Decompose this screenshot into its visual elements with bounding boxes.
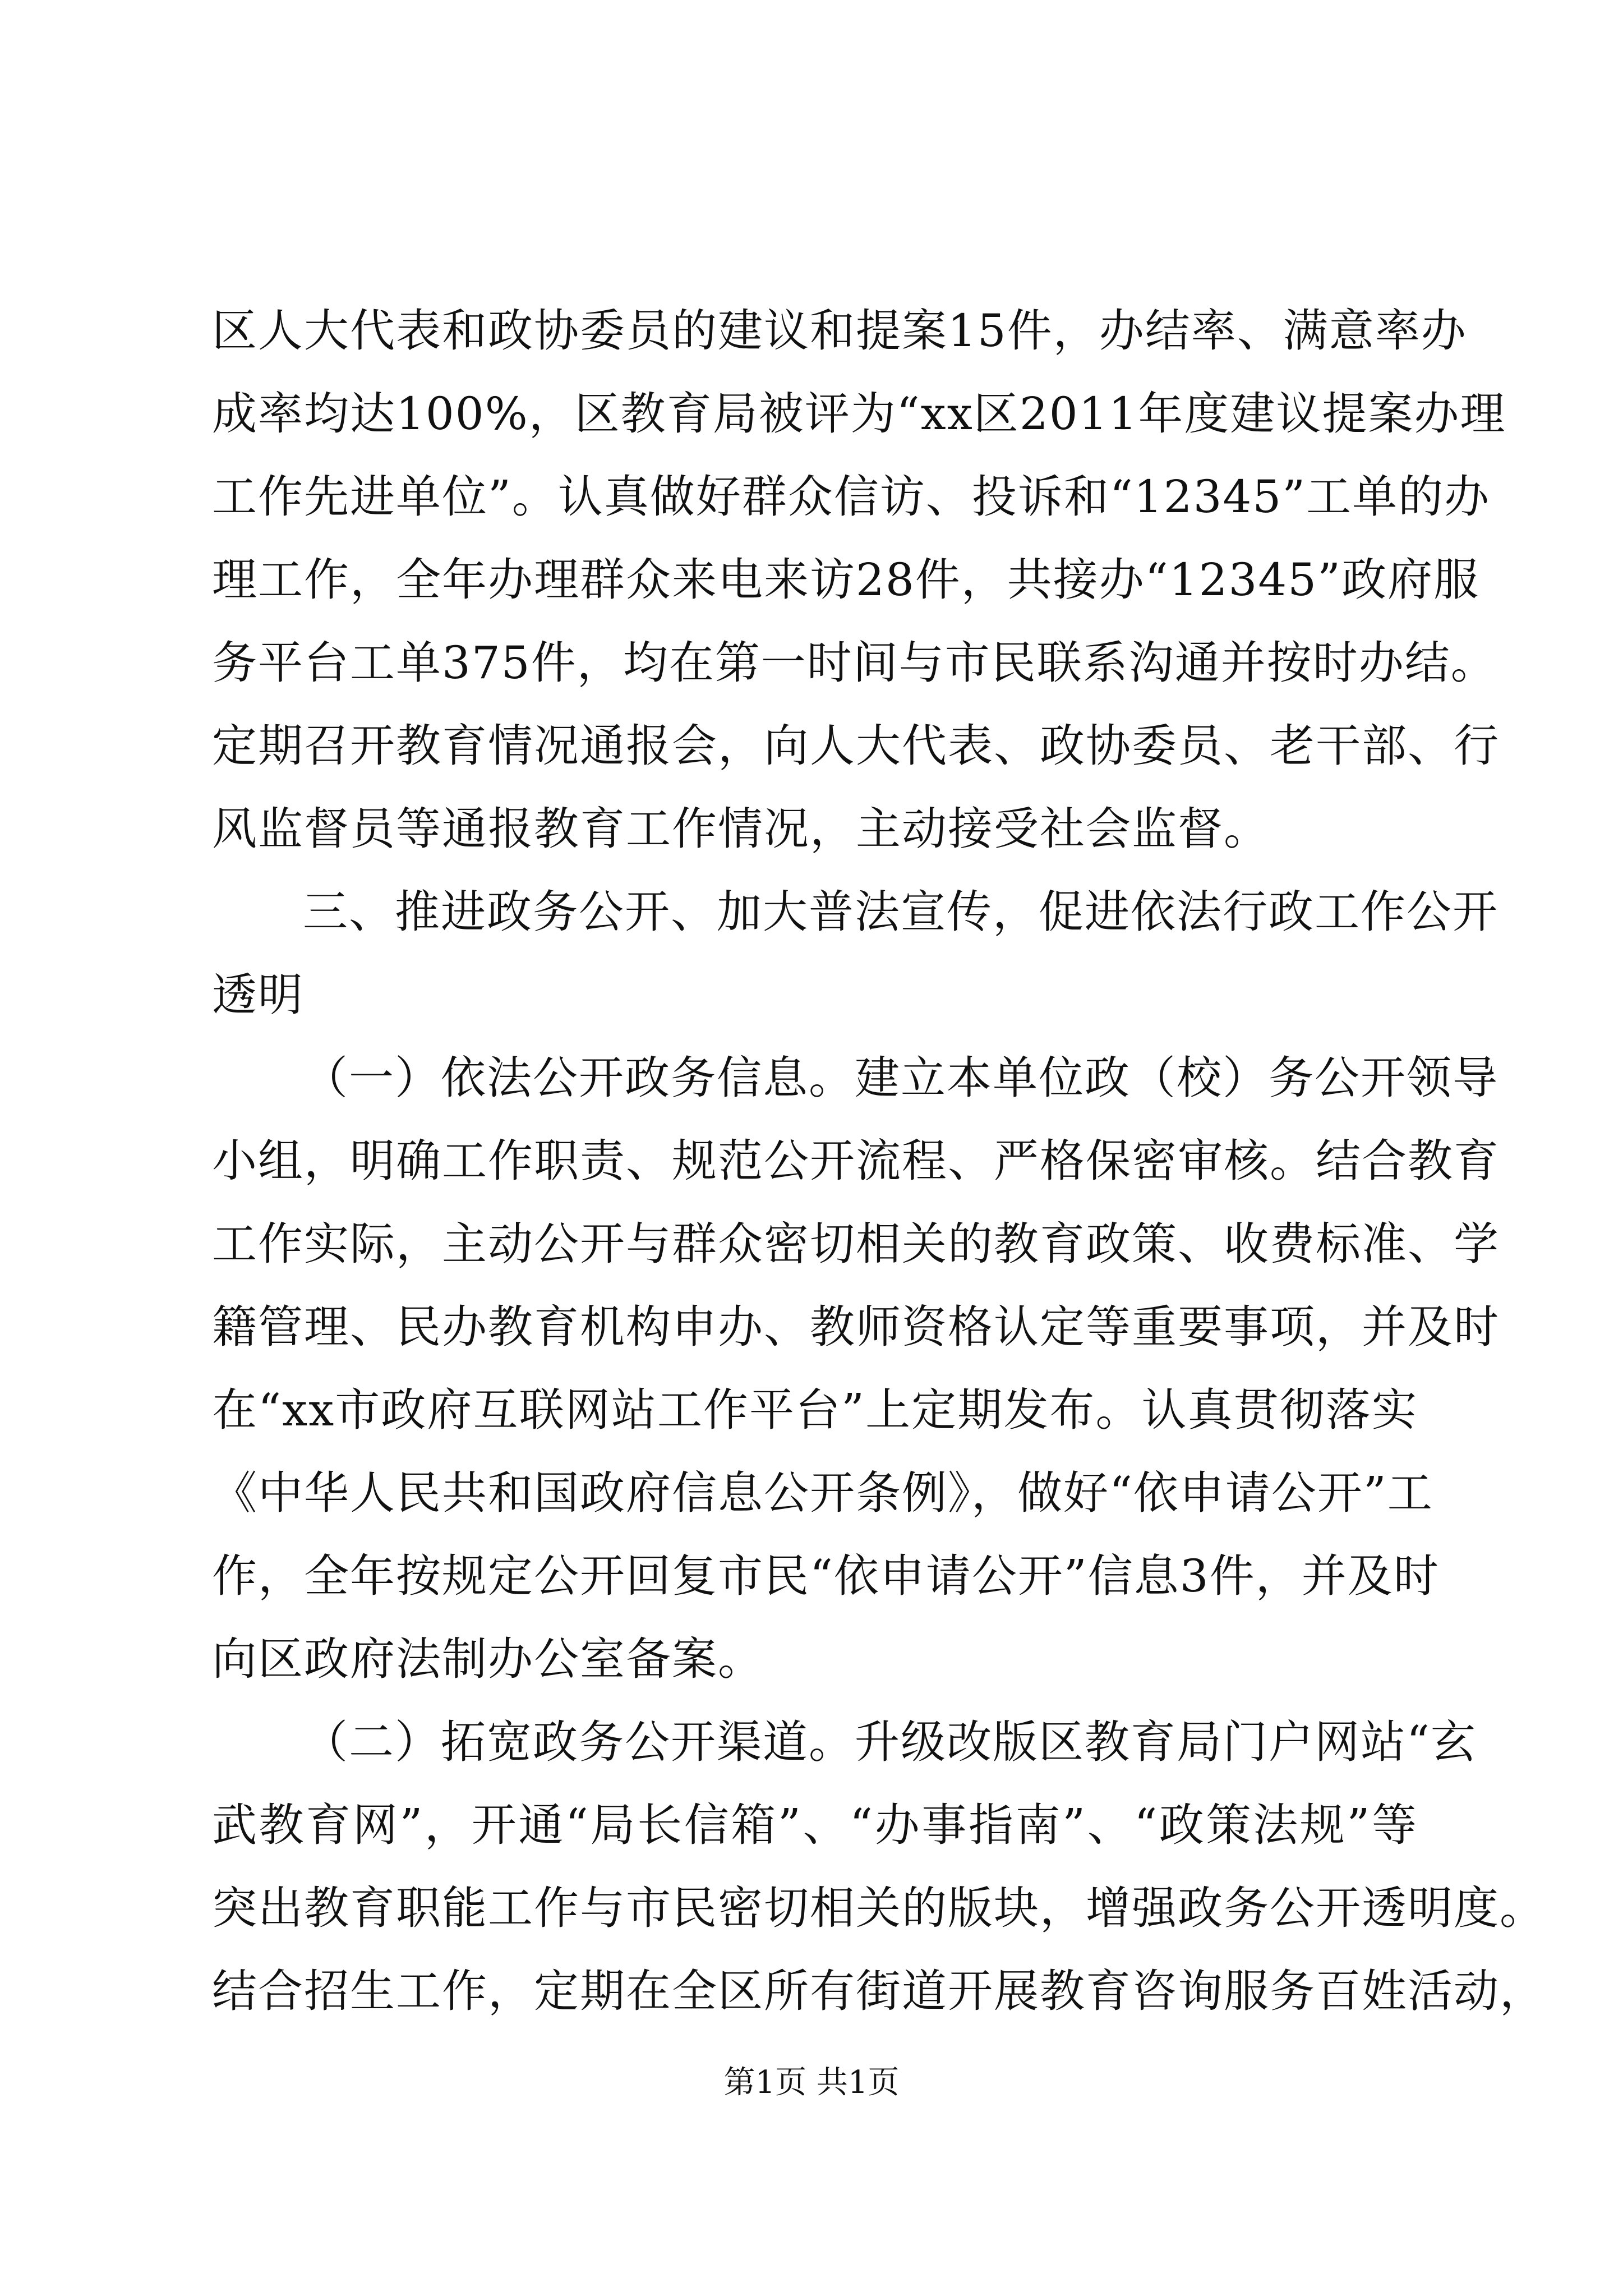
text-line: 成率均达100%，区教育局被评为“xx区2011年度建议提案办理: [212, 388, 1506, 440]
text-line: （二）拓宽政务公开渠道。升级改版区教育局门户网站“玄: [303, 1716, 1477, 1768]
text-line: 武教育网”，开通“局长信箱”、“办事指南”、“政策法规”等: [212, 1799, 1418, 1851]
text-line: 工作实际，主动公开与群众密切相关的教育政策、收费标准、学: [212, 1218, 1500, 1270]
text-line: 风监督员等通报教育工作情况，主动接受社会监督。: [212, 803, 1270, 855]
page-number-footer: 第1页 共1页: [723, 2064, 900, 2101]
section-heading: 透明: [212, 969, 304, 1021]
text-line: 工作先进单位”。认真做好群众信访、投诉和“12345”工单的办: [212, 471, 1491, 523]
text-line: 结合招生工作，定期在全区所有街道开展教育咨询服务百姓活动，: [212, 1965, 1546, 2017]
text-line: （一）依法公开政务信息。建立本单位政（校）务公开领导: [303, 1052, 1498, 1104]
section-heading: 三、推进政务公开、加大普法宣传，促进依法行政工作公开: [303, 886, 1498, 938]
text-line: 在“xx市政府互联网站工作平台”上定期发布。认真贯彻落实: [212, 1384, 1418, 1436]
text-line: 区人大代表和政协委员的建议和提案15件，办结率、满意率办: [212, 305, 1467, 357]
text-line: 《中华人民共和国政府信息公开条例》，做好“依申请公开”工: [212, 1467, 1433, 1519]
text-line: 突出教育职能工作与市民密切相关的版块，增强政务公开透明度。: [212, 1882, 1546, 1934]
text-line: 理工作，全年办理群众来电来访28件，共接办“12345”政府服: [212, 554, 1480, 606]
text-line: 务平台工单375件，均在第一时间与市民联系沟通并按时办结。: [212, 637, 1497, 689]
text-line: 作，全年按规定公开回复市民“依申请公开”信息3件，并及时: [212, 1550, 1440, 1602]
text-line: 籍管理、民办教育机构申办、教师资格认定等重要事项，并及时: [212, 1301, 1500, 1353]
text-line: 定期召开教育情况通报会，向人大代表、政协委员、老干部、行: [212, 720, 1500, 772]
text-line: 向区政府法制办公室备案。: [212, 1633, 764, 1685]
text-line: 小组，明确工作职责、规范公开流程、严格保密审核。结合教育: [212, 1135, 1500, 1187]
